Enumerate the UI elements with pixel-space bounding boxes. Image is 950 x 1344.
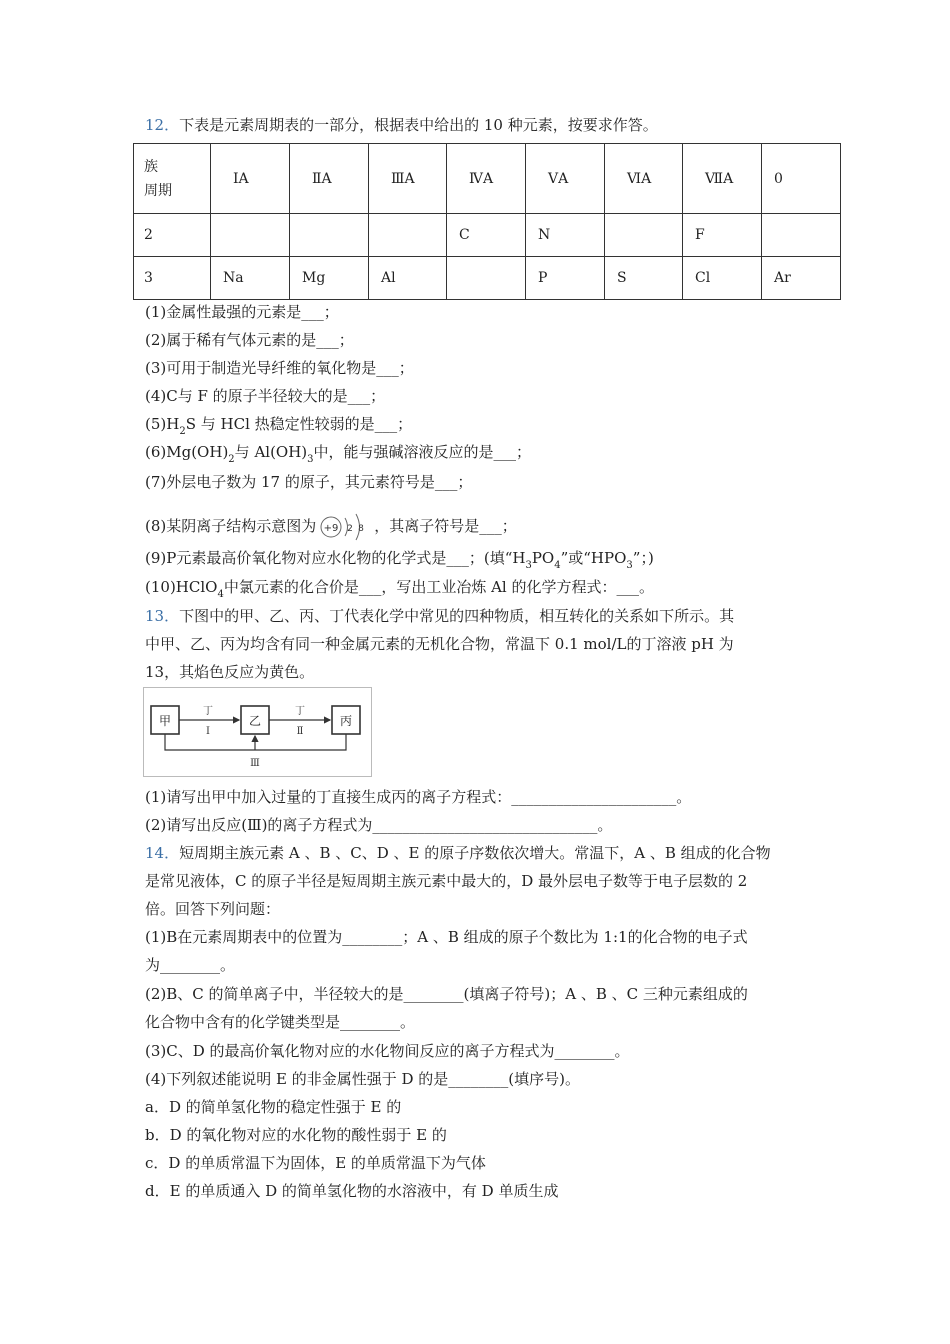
q14-sub-3: (3)C、D 的最高价氧化物对应的水化物间反应的离子方程式为________。	[145, 1042, 630, 1060]
arrow-1-label: Ⅰ	[206, 726, 210, 737]
element-cell: S	[605, 257, 683, 300]
q12-item-3: (3)可用于制造光导纤维的氧化物是___；	[145, 359, 414, 377]
q14-sub-1a: (1)B在元素周期表中的位置为________；A 、B 组成的原子个数比为 1:1的化合物的电子式	[145, 928, 748, 946]
element-cell: Ar	[762, 257, 841, 300]
ion-shell-1-label: 2	[347, 524, 354, 534]
q14-sub-1b: 为________。	[145, 956, 236, 974]
periodic-table-fragment	[133, 143, 841, 300]
element-cell	[290, 214, 369, 257]
element-cell	[447, 257, 526, 300]
period-cell: 3	[134, 257, 211, 300]
arrow-2-reagent: 丁	[295, 706, 305, 717]
q14-line-1: 14．短周期主族元素 A 、B 、C、D 、E 的原子序数依次增大。常温下，A 、B 组成的化合物	[145, 844, 771, 862]
element-cell: Al	[369, 257, 447, 300]
flow-diagram-svg	[144, 688, 371, 776]
q13-sub-2: (2)请写出反应(Ⅲ)的离子方程式为______________________________。	[145, 816, 613, 834]
q14-line-3: 倍。回答下列问题：	[145, 900, 281, 918]
group-header: ⅠA	[211, 144, 290, 214]
group-header: ⅡA	[290, 144, 369, 214]
arrow-1-reagent: 丁	[203, 706, 213, 717]
q13-line-2: 中甲、乙、丙为均含有同一种金属元素的无机化合物，常温下 0.1 mol/L的丁溶液 pH 为	[145, 635, 734, 653]
arrow-2-label: Ⅱ	[296, 726, 304, 737]
element-cell: P	[526, 257, 605, 300]
ion-shell-2-label: 8	[358, 524, 365, 534]
q14-option-b: b．D 的氧化物对应的水化物的酸性弱于 E 的	[145, 1126, 447, 1144]
period-cell: 2	[134, 214, 211, 257]
group-header: ⅢA	[369, 144, 447, 214]
table-corner-cell: 族 周期	[134, 144, 211, 214]
element-cell	[762, 214, 841, 257]
q12-item-9: (9)P元素最高价氧化物对应水化物的化学式是___；(填“$H_3PO_4$”或“$HPO_3$”；)	[145, 549, 654, 571]
q13-number: 13．	[145, 607, 180, 625]
q14-option-c: c．D 的单质常温下为固体，E 的单质常温下为气体	[145, 1154, 486, 1172]
reaction-flow-diagram	[143, 687, 372, 777]
label-jia: 甲	[158, 714, 172, 728]
table-header-row	[134, 144, 841, 214]
q14-option-d: d．E 的单质通入 D 的简单氢化物的水溶液中，有 D 单质生成	[145, 1182, 559, 1200]
q14-sub-2a: (2)B、C 的简单离子中，半径较大的是________(填离子符号)；A 、B 、C 三种元素组成的	[145, 985, 748, 1003]
table-row-period-2	[134, 214, 841, 257]
q13-line-3: 13，其焰色反应为黄色。	[145, 663, 315, 681]
table-row-period-3	[134, 257, 841, 300]
ion-structure-diagram	[318, 509, 372, 545]
label-bing: 丙	[339, 714, 353, 728]
element-cell	[211, 214, 290, 257]
q12-item-5: $(5)H_2S$ 与 HCl 热稳定性较弱的是___；	[145, 415, 413, 437]
element-cell: F	[683, 214, 762, 257]
group-header: ⅣA	[447, 144, 526, 214]
q12-item-7: (7)外层电子数为 17 的原子，其元素符号是___；	[145, 473, 473, 491]
element-cell: N	[526, 214, 605, 257]
q13-line-1: 13．下图中的甲、乙、丙、丁代表化学中常见的四种物质，相互转化的关系如下所示。其	[145, 607, 735, 625]
element-cell: Cl	[683, 257, 762, 300]
q14-line-2: 是常见液体，C 的原子半径是短周期主族元素中最大的，D 最外层电子数等于电子层数的 2	[145, 872, 748, 890]
q12-item-8: (8)某阴离子结构示意图为 +9 2 8 ，其离子符号是___；	[145, 509, 517, 545]
element-cell	[605, 214, 683, 257]
q12-item-1: (1)金属性最强的元素是___；	[145, 303, 339, 321]
q14-sub-2b: 化合物中含有的化学键类型是________。	[145, 1013, 416, 1031]
element-cell	[369, 214, 447, 257]
q14-number: 14．	[145, 844, 180, 862]
q13-sub-1: (1)请写出甲中加入过量的丁直接生成丙的离子方程式：______________________。	[145, 788, 692, 806]
arrow-3-label: Ⅲ	[250, 758, 260, 769]
q12-number: 12．	[145, 116, 180, 134]
ion-nucleus-label: +9	[323, 523, 339, 534]
q14-sub-4: (4)下列叙述能说明 E 的非金属性强于 D 的是________(填序号)。	[145, 1070, 581, 1088]
q14-option-a: a．D 的简单氢化物的稳定性强于 E 的	[145, 1098, 402, 1116]
group-header: ⅥA	[605, 144, 683, 214]
element-cell: Na	[211, 257, 290, 300]
element-cell: C	[447, 214, 526, 257]
element-cell: Mg	[290, 257, 369, 300]
group-header: ⅦA	[683, 144, 762, 214]
group-header: ⅤA	[526, 144, 605, 214]
q12-item-4: (4)C与 F 的原子半径较大的是___；	[145, 387, 386, 405]
q12-item-2: (2)属于稀有气体元素的是___；	[145, 331, 354, 349]
group-header: 0	[762, 144, 841, 214]
q12-item-10: (10)HClO$_4$中氯元素的化合价是___，写出工业冶炼 Al 的化学方程式：___。	[145, 578, 654, 600]
label-yi: 乙	[248, 714, 262, 728]
q12-item-6: $(6)Mg(OH)_2$与 $Al(OH)_3$中，能与强碱溶液反应的是___；	[145, 443, 532, 465]
q12-intro: 12．下表是元素周期表的一部分，根据表中给出的 10 种元素，按要求作答。	[145, 116, 658, 134]
